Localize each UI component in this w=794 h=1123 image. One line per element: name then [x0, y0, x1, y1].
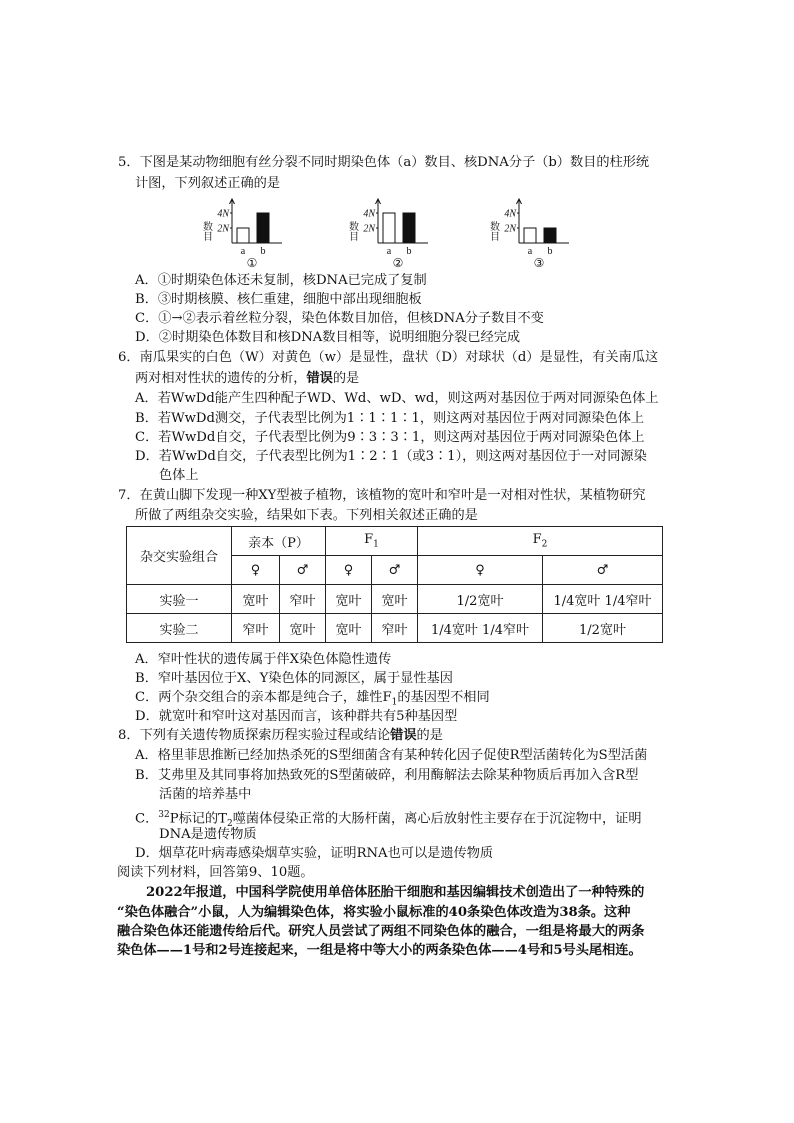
table-cell: 实验二	[127, 614, 232, 643]
bar-dna	[403, 213, 415, 243]
q7-option-d: D．就宽叶和窄叶这对基因而言，该种群共有5种基因型	[135, 709, 458, 724]
header-parent-male: ♂	[280, 556, 326, 585]
header-f1	[326, 527, 418, 556]
q8-option-b-line1: B．艾弗里及其同事将加热致死的S型菌破碎，利用酶解法去除某种物质后再加入含R型	[135, 768, 639, 783]
y-tick-label: 2N	[217, 223, 229, 235]
table-cell: 窄叶	[372, 614, 418, 643]
x-tick-label: b	[260, 246, 266, 257]
q5-stem-line2: 计图，下列叙述正确的是	[135, 176, 281, 191]
y-axis-label: 数目	[200, 221, 212, 241]
table-cell: 宽叶	[232, 585, 280, 614]
phage-subscript: 2	[226, 819, 233, 830]
f1-subscript: 1	[373, 539, 379, 550]
bar-chromosome	[237, 228, 249, 243]
x-tick-label: b	[406, 246, 412, 257]
chart-title: ③	[533, 256, 545, 270]
bar-chart-svg	[477, 198, 577, 268]
y-tick-label: 2N	[504, 223, 516, 235]
bar-chart-svg	[190, 198, 290, 268]
reading-paragraph-line4: 染色体——1号和2号连接起来，一组是将中等大小的两条染色体——4号和5号头尾相连。	[117, 943, 642, 958]
table-cell: 窄叶	[280, 585, 326, 614]
q6-option-c: C．若WwDd自交，子代表型比例为9∶3∶3∶1，则这两对基因位于两对同源染色体上	[135, 430, 645, 445]
x-tick-label: a	[527, 246, 533, 257]
table-cell: 1/2宽叶	[543, 614, 663, 643]
table-cell: 1/4宽叶 1/4窄叶	[543, 585, 663, 614]
header-f2-male: ♂	[543, 556, 663, 585]
table-cell: 窄叶	[232, 614, 280, 643]
q6-stem-line2	[135, 369, 359, 388]
q8-stem-text: 8．下列有关遗传物质探索历程实验过程或结论	[118, 728, 391, 743]
bar-dna	[544, 228, 556, 243]
table-row	[127, 585, 663, 614]
q8-option-d: D．烟草花叶病毒感染烟草实验，证明RNA也可以是遗传物质	[135, 846, 494, 861]
q6-emphasis: 错误	[306, 371, 333, 386]
x-tick-label: b	[547, 246, 553, 257]
q8-option-c-label: C．	[135, 811, 159, 827]
f1-letter: F	[364, 532, 374, 548]
bar-chart-1	[190, 198, 290, 268]
q8-option-c-line2: DNA是遗传物质	[159, 827, 257, 842]
table-cell: 宽叶	[326, 614, 372, 643]
y-axis-label: 数目	[346, 221, 358, 241]
q7-option-c-subscript: 1	[391, 697, 398, 708]
y-tick-label: 4N	[504, 208, 516, 220]
table-cell: 宽叶	[326, 585, 372, 614]
q8-stem	[118, 726, 443, 745]
header-experiment-group: 杂交实验组合	[127, 527, 232, 585]
f2-letter: F	[532, 532, 542, 548]
reading-paragraph-line3: 融合染色体还能遗传给后代。研究人员尝试了两组不同染色体的融合，一组是将最大的两条	[117, 924, 645, 939]
q6-option-d-line2: 色体上	[159, 468, 199, 483]
header-f1-female: ♀	[326, 556, 372, 585]
table-cell: 1/2宽叶	[418, 585, 543, 614]
q6-stem-line1: 6．南瓜果实的白色（W）对黄色（w）是显性，盘状（D）对球状（d）是显性，有关南瓜这	[118, 350, 659, 365]
q8-option-c-text: P标记的T	[169, 811, 227, 827]
header-f1-male: ♂	[372, 556, 418, 585]
q6-stem-end: 的是	[332, 371, 360, 386]
q7-option-b: B．窄叶基因位于X、Y染色体的同源区，属于显性基因	[135, 671, 453, 686]
q7-option-a: A．窄叶性状的遗传属于伴X染色体隐性遗传	[135, 652, 392, 667]
header-f2-female: ♀	[418, 556, 543, 585]
header-parent: 亲本（P）	[232, 527, 326, 556]
x-tick-label: a	[386, 246, 392, 257]
reading-paragraph-line2: “染色体融合”小鼠，人为编辑染色体，将实验小鼠标准的40条染色体改造为38条。这种	[117, 905, 631, 920]
table-cell: 宽叶	[280, 614, 326, 643]
x-tick-label: a	[240, 246, 246, 257]
isotope-superscript: 32	[158, 810, 170, 820]
q8-option-c-end: 噬菌体侵染正常的大肠杆菌，离心后放射性主要存在于沉淀物中，证明	[232, 811, 642, 827]
table-cell: 1/4宽叶 1/4窄叶	[418, 614, 543, 643]
q6-option-d-line1: D．若WwDd自交，子代表型比例为1∶2∶1（或3∶1），则这两对基因位于一对同源染	[135, 449, 647, 464]
q5-option-d: D．②时期染色体数目和核DNA数目相等，说明细胞分裂已经完成	[135, 330, 521, 345]
bar-chart-2	[336, 198, 436, 268]
q5-option-a: A．①时期染色体还未复制，核DNA已完成了复制	[135, 273, 427, 288]
q7-stem-line2: 所做了两组杂交实验，结果如下表。下列相关叙述正确的是	[135, 508, 478, 523]
reading-intro: 阅读下列材料，回答第9、10题。	[117, 865, 314, 880]
header-f2	[418, 527, 663, 556]
q8-emphasis: 错误	[390, 728, 417, 743]
q5-stem-line1: 5．下图是某动物细胞有丝分裂不同时期染色体（a）数目、核DNA分子（b）数目的柱形统	[118, 155, 650, 170]
f2-subscript: 2	[541, 539, 548, 550]
header-parent-female: ♀	[232, 556, 280, 585]
table-cell: 实验一	[127, 585, 232, 614]
y-axis-label: 数目	[487, 221, 499, 241]
bar-dna	[257, 213, 269, 243]
q6-stem-text: 两对相对性状的遗传的分析，	[135, 371, 307, 386]
y-tick-label: 4N	[217, 208, 229, 220]
bar-chart-3	[477, 198, 577, 268]
chart-title: ①	[246, 256, 258, 270]
y-tick-label: 4N	[363, 208, 375, 220]
q6-option-b: B．若WwDd测交，子代表型比例为1∶1∶1∶1，则这两对基因位于两对同源染色体上	[135, 411, 645, 426]
bar-chart-svg	[336, 198, 436, 268]
cross-experiment-table	[126, 526, 663, 643]
reading-paragraph-line1: 2022年报道，中国科学院使用单倍体胚胎干细胞和基因编辑技术创造出了一种特殊的	[146, 885, 645, 900]
q8-stem-end: 的是	[416, 728, 443, 743]
q8-option-a: A．格里菲思推断已经加热杀死的S型细菌含有某种转化因子促使R型活菌转化为S型活菌	[135, 748, 648, 763]
q8-option-b-line2: 活菌的培养基中	[159, 787, 252, 802]
q7-option-c-end: 的基因型不相同	[397, 690, 490, 705]
q5-option-c: C．①→②表示着丝粒分裂，染色体数目加倍，但核DNA分子数目不变	[135, 311, 544, 326]
bar-chromosome	[524, 228, 536, 243]
q7-option-c-text: C．两个杂交组合的亲本都是纯合子，雄性F	[135, 690, 392, 705]
table-row	[127, 614, 663, 643]
table-cell: 宽叶	[372, 585, 418, 614]
q7-stem-line1: 7．在黄山脚下发现一种XY型被子植物，该植物的宽叶和窄叶是一对相对性状，某植物研究	[118, 488, 646, 503]
bar-chromosome	[383, 213, 395, 243]
y-tick-label: 2N	[363, 223, 375, 235]
q5-option-b: B．③时期核膜、核仁重建，细胞中部出现细胞板	[135, 292, 422, 307]
q6-option-a: A．若WwDd能产生四种配子WD、Wd、wD、wd，则这两对基因位于两对同源染色体上	[135, 391, 659, 406]
chart-title: ②	[392, 256, 404, 270]
